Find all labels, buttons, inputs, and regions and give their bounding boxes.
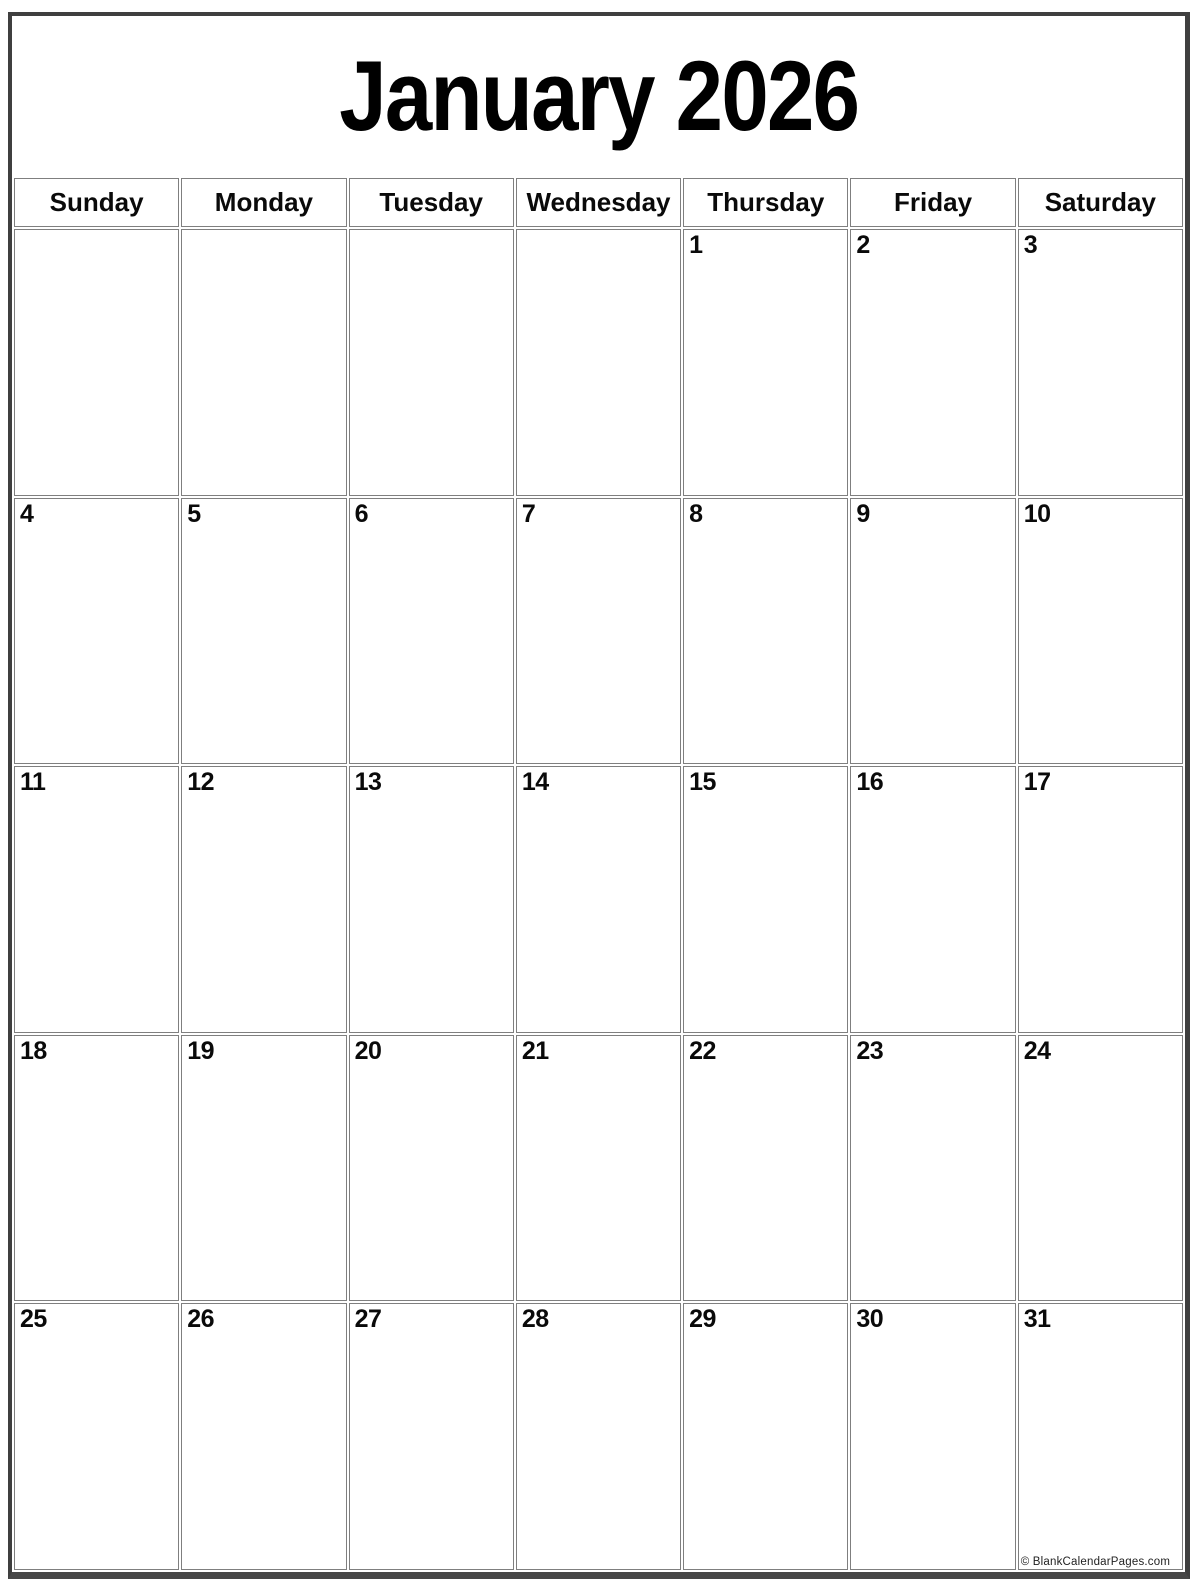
day-number: 26 xyxy=(187,1305,215,1334)
day-number: 24 xyxy=(1023,1036,1051,1065)
day-number: 4 xyxy=(20,499,34,528)
day-number: 7 xyxy=(521,499,536,528)
day-number xyxy=(350,230,513,232)
day-cell xyxy=(850,766,1015,1033)
day-number: 14 xyxy=(521,768,549,797)
calendar-grid xyxy=(12,176,1185,1572)
day-number: 9 xyxy=(856,499,870,528)
day-cell xyxy=(683,498,848,765)
day-cell xyxy=(516,766,681,1033)
weekday-header-row xyxy=(14,178,1183,227)
title-area xyxy=(12,16,1185,176)
week-row-5 xyxy=(14,1303,1183,1570)
day-number: 23 xyxy=(856,1036,884,1065)
day-number: 3 xyxy=(1023,231,1038,259)
weekday-header-tuesday: Tuesday xyxy=(349,178,514,227)
day-number: 12 xyxy=(187,768,215,797)
day-number xyxy=(182,230,345,232)
day-cell xyxy=(349,1035,514,1302)
day-number: 22 xyxy=(689,1036,716,1065)
day-cell xyxy=(181,498,346,765)
day-number: 1 xyxy=(689,231,703,259)
day-cell xyxy=(1018,1303,1183,1570)
day-number: 21 xyxy=(521,1036,549,1065)
copyright-watermark: © BlankCalendarPages.com xyxy=(1020,1556,1171,1568)
weekday-header-thursday: Thursday xyxy=(683,178,848,227)
day-cell xyxy=(349,498,514,765)
day-cell xyxy=(349,1303,514,1570)
day-cell xyxy=(181,1035,346,1302)
day-number: 28 xyxy=(521,1305,549,1334)
day-cell xyxy=(1018,498,1183,765)
day-cell xyxy=(1018,766,1183,1033)
day-cell xyxy=(516,1035,681,1302)
day-cell xyxy=(349,229,514,496)
day-number: 31 xyxy=(1023,1305,1051,1334)
day-cell xyxy=(349,766,514,1033)
day-number: 15 xyxy=(689,768,716,797)
week-row-4 xyxy=(14,1035,1183,1302)
weekday-header-wednesday: Wednesday xyxy=(516,178,681,227)
calendar-page xyxy=(8,12,1190,1579)
month-title: January 2026 xyxy=(339,40,858,151)
day-cell xyxy=(683,1303,848,1570)
day-cell xyxy=(683,1035,848,1302)
day-cell xyxy=(14,498,179,765)
day-number: 25 xyxy=(20,1305,47,1334)
weekday-header-monday: Monday xyxy=(181,178,346,227)
week-row-1 xyxy=(14,229,1183,496)
weekday-header-saturday: Saturday xyxy=(1018,178,1183,227)
day-cell xyxy=(181,766,346,1033)
day-cell xyxy=(181,1303,346,1570)
day-cell xyxy=(850,1303,1015,1570)
day-cell xyxy=(1018,229,1183,496)
day-cell xyxy=(850,498,1015,765)
week-row-2 xyxy=(14,498,1183,765)
day-cell xyxy=(683,766,848,1033)
day-number xyxy=(517,230,680,232)
day-number: 8 xyxy=(689,499,703,528)
day-cell xyxy=(683,229,848,496)
day-number: 6 xyxy=(354,499,368,528)
day-cell xyxy=(516,229,681,496)
week-row-3 xyxy=(14,766,1183,1033)
day-cell xyxy=(516,498,681,765)
day-number: 27 xyxy=(354,1305,382,1334)
day-number: 29 xyxy=(689,1305,716,1334)
day-cell xyxy=(14,1303,179,1570)
day-cell xyxy=(516,1303,681,1570)
day-number: 11 xyxy=(20,768,46,797)
day-cell xyxy=(14,766,179,1033)
day-number: 17 xyxy=(1023,768,1051,797)
day-cell xyxy=(181,229,346,496)
weekday-header-friday: Friday xyxy=(850,178,1015,227)
day-cell xyxy=(850,229,1015,496)
day-number: 18 xyxy=(20,1036,47,1065)
day-number: 13 xyxy=(354,768,382,797)
day-cell xyxy=(14,1035,179,1302)
weekday-header-sunday: Sunday xyxy=(14,178,179,227)
day-cell xyxy=(14,229,179,496)
day-number: 5 xyxy=(187,499,201,528)
day-number: 16 xyxy=(856,768,884,797)
day-number: 20 xyxy=(354,1036,382,1065)
day-number: 30 xyxy=(856,1305,884,1334)
day-cell xyxy=(850,1035,1015,1302)
day-number: 19 xyxy=(187,1036,215,1065)
day-cell xyxy=(1018,1035,1183,1302)
day-number xyxy=(15,230,178,232)
day-number: 2 xyxy=(856,231,870,259)
day-number: 10 xyxy=(1023,499,1051,528)
